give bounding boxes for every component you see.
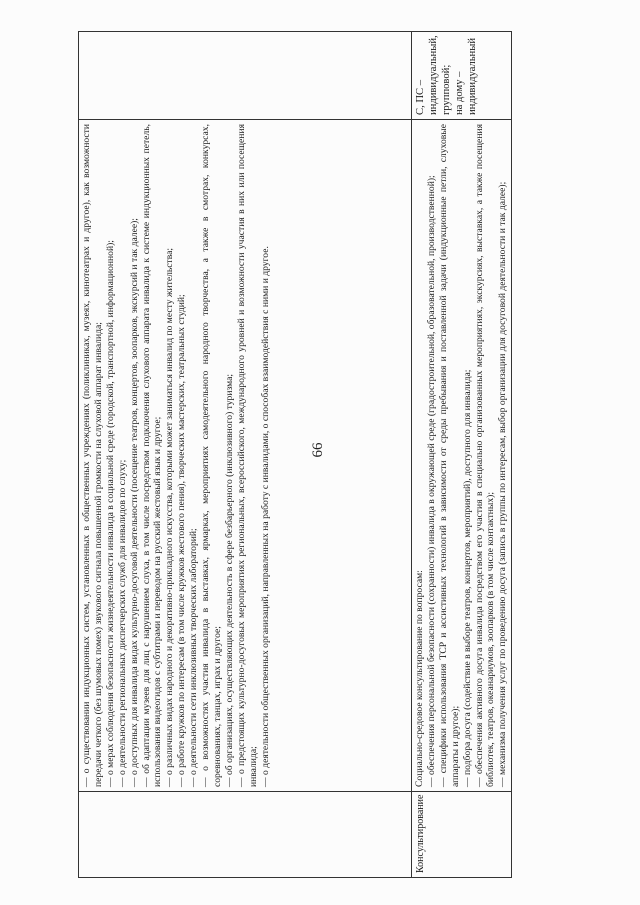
list-item: — обеспечения активного досуга инвалида посредством его участия в специально организованных мероприятиях, экскурсиях, выставках, а также посещения библиотек, театров, океанариумов, зоопарков (в том числе контактных);	[473, 124, 497, 787]
list-item: — специфики использования ТСР и ассистивных технологий в зависимости от среды пребывания и поставленной задачи (индукционные петли, слуховые аппараты и другое);	[437, 124, 461, 787]
frequency-line: на дому –	[454, 71, 465, 115]
content-cell	[79, 120, 412, 792]
frequency-line: индивидуальный	[467, 38, 478, 115]
list-item: — о мерах соблюдения безопасности жизнедеятельности инвалида в социальной среде (городской, транспортной, информационной);	[104, 240, 116, 787]
content-cell	[412, 120, 512, 792]
list-item: — о существовании индукционных систем, установленных в общественных учреждениях (поликлиниках, музеях, кинотеатрах и другое), как возможности передачи четкого (без шумовых помех) звукового сигнала повышенной громкости на слуховой аппарат инвалида;	[81, 124, 104, 787]
form-cell	[79, 792, 412, 878]
page-number: 66	[310, 442, 326, 458]
rotated-table-container	[78, 32, 509, 878]
services-table	[78, 31, 512, 878]
list-item: — о доступных для инвалида видах культурно-досуговой деятельности (посещение театров, концертов, зоопарков, экскурсий и так далее);	[128, 218, 140, 787]
frequency-line: групповой;	[441, 64, 452, 115]
form-cell	[412, 792, 512, 878]
list-item: — обеспечения персональной безопасности (сохранности) инвалида в окружающей среде (градостроительной, образовательной, производственной);	[425, 175, 437, 787]
list-item: — о возможностях участия инвалида в выставках, ярмарках, мероприятиях самодеятельного народного творчества, а также в смотрах, конкурсах, соревнованиях, танцах, играх и другое;	[200, 124, 223, 787]
list-item: — подбора досуга (содействие в выборе театров, концертов, мероприятий), доступного для инвалида;	[461, 369, 473, 787]
list-item: — о предстоящих культурно-досуговых мероприятиях региональных, всероссийского, международного уровней и возможности участия в них или посещения инвалида;	[235, 124, 259, 787]
list-item: — о деятельности общественных организаций, направленных на работу с инвалидами, о способах взаимодействия с ними и другое.	[259, 246, 271, 787]
list-item: — об организациях, осуществляющих деятельность в сфере безбарьерного (инклюзивного) туризма;	[223, 373, 235, 787]
list-item: — о деятельности региональных диспетчерских служб для инвалидов по слуху;	[116, 459, 128, 787]
table-row	[79, 32, 412, 878]
frequency-line: С, ПС –	[415, 79, 426, 115]
table-row	[412, 32, 512, 878]
form-label: Консультирование	[415, 794, 426, 873]
frequency-line: индивидуальный,	[428, 35, 439, 115]
list-item: — о различных видах народного и декоративно-прикладного искусства, которыми может заниматься инвалид по месту жительства;	[164, 247, 176, 787]
list-item: — о работе кружков по интересам (в том числе кружков жестового пения), творческих мастерских, театральных студий;	[176, 294, 188, 787]
frequency-cell	[412, 32, 512, 120]
list-item: — об адаптации музеев для лиц с нарушением слуха, в том числе посредством подключения слухового аппарата инвалида к системе индукционных петель, использования видеогидов с субтитрами и переводом на русский жестовый язык и другое;	[140, 124, 164, 787]
section-heading: Социально-средовое консультирование по вопросам:	[414, 570, 425, 787]
list-item: — о деятельности сети инклюзивных творческих лабораторий;	[188, 528, 200, 787]
list-item: — механизма получения услуг по проведению досуга (запись в группы по интересам, выбор организации для досуговой деятельности и так далее);	[497, 181, 509, 787]
frequency-cell	[79, 32, 412, 120]
